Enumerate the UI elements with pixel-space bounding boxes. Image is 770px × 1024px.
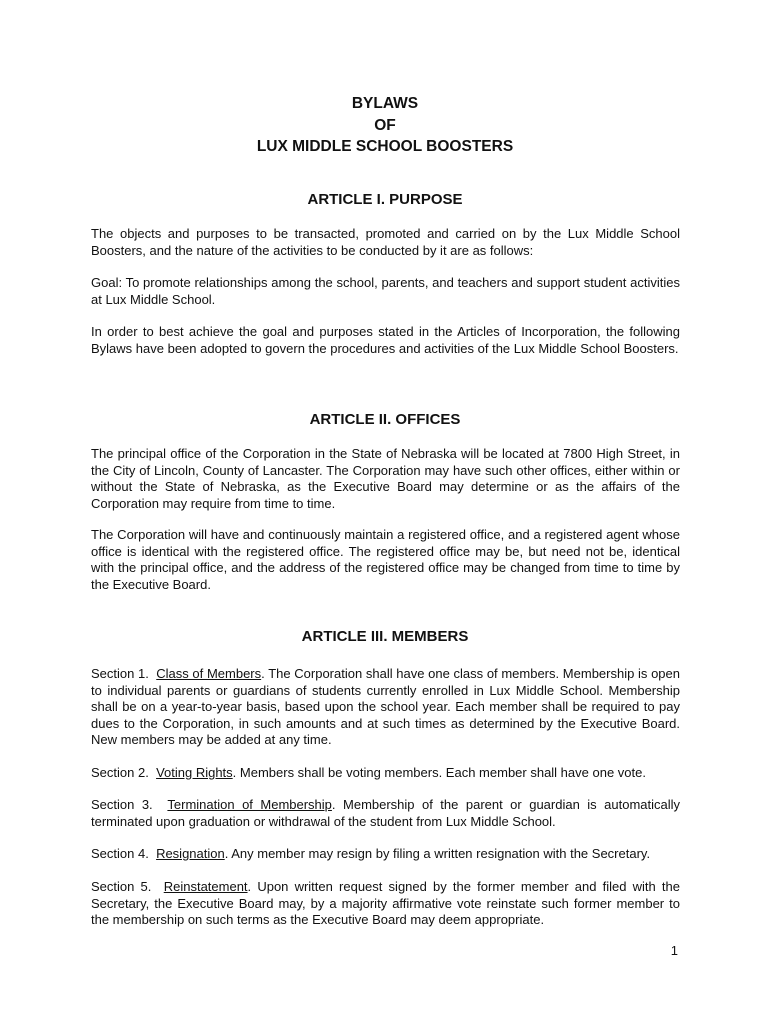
section-4: [91, 846, 680, 863]
section-2: [91, 765, 680, 782]
section-3: [91, 797, 680, 830]
article-3-heading: ARTICLE III. MEMBERS: [301, 628, 469, 645]
title-line-3: LUX MIDDLE SCHOOL BOOSTERS: [256, 138, 514, 155]
section-1: [91, 666, 680, 749]
article-1-paragraph-2: Goal: To promote relationships among the school, parents, and teachers and support student activities at Lux Middle School.: [91, 275, 680, 307]
page-number: 1: [670, 943, 678, 958]
article-1-heading: ARTICLE I. PURPOSE: [307, 191, 463, 208]
section-4-label: Section 4.: [91, 846, 149, 861]
section-4-text: . Any member may resign by filing a written resignation with the Secretary.: [224, 846, 651, 861]
article-1-paragraph-3: In order to best achieve the goal and purposes stated in the Articles of Incorporation, the following Bylaws have been adopted to govern the procedures and activities of the Lux Middle School Boosters.: [91, 324, 680, 356]
section-2-label: Section 2.: [91, 765, 149, 780]
section-5-title: Reinstatement: [163, 879, 248, 894]
article-2-heading: ARTICLE II. OFFICES: [309, 411, 461, 428]
article-2-paragraph-1: The principal office of the Corporation in the State of Nebraska will be located at 7800 High Street, in the City of Lincoln, County of Lancaster. The Corporation may have such other offices, either within or without the State of Nebraska, as the Executive Board may determine or as the affairs of the Corporation may require from time to time.: [91, 446, 680, 511]
section-1-text: . The Corporation shall have one class of members. Membership is open to individual parents or guardians of students currently enrolled in Lux Middle School. Membership shall be on a year-to-year basis, based upon the school year. Each member shall be required to pay dues to the Corporation, in such amounts and at such times as determined by the Executive Board. New members may be added at any time.: [91, 666, 680, 748]
title-line-1: BYLAWS: [351, 95, 419, 112]
section-1-title: Class of Members: [156, 666, 262, 681]
section-2-text: . Members shall be voting members. Each member shall have one vote.: [232, 765, 646, 780]
section-5: [91, 879, 680, 929]
section-5-label: Section 5.: [91, 879, 152, 894]
article-2-paragraph-2: The Corporation will have and continuously maintain a registered office, and a registered agent whose office is identical with the registered office. The registered office may be, but need not be, identical with the principal office, and the address of the registered office may be changed from time to time by the Executive Board.: [91, 527, 680, 592]
section-3-label: Section 3.: [91, 797, 153, 812]
document-title: [0, 93, 770, 158]
section-2-title: Voting Rights: [156, 765, 233, 780]
section-3-text: . Membership of the parent or guardian is automatically terminated upon graduation or withdrawal of the student from Lux Middle School.: [91, 797, 681, 829]
section-3-title: Termination of Membership: [167, 797, 332, 812]
article-1-paragraph-1: The objects and purposes to be transacted, promoted and carried on by the Lux Middle School Boosters, and the nature of the activities to be conducted by it are as follows:: [91, 226, 680, 258]
section-5-text: . Upon written request signed by the former member and filed with the Secretary, the Executive Board may, by a majority affirmative vote reinstate such former member to the membership on such terms as the Executive Board may deem appropriate.: [91, 879, 680, 928]
section-1-label: Section 1.: [91, 666, 149, 681]
title-line-2: OF: [374, 116, 396, 134]
section-4-title: Resignation: [156, 846, 225, 861]
